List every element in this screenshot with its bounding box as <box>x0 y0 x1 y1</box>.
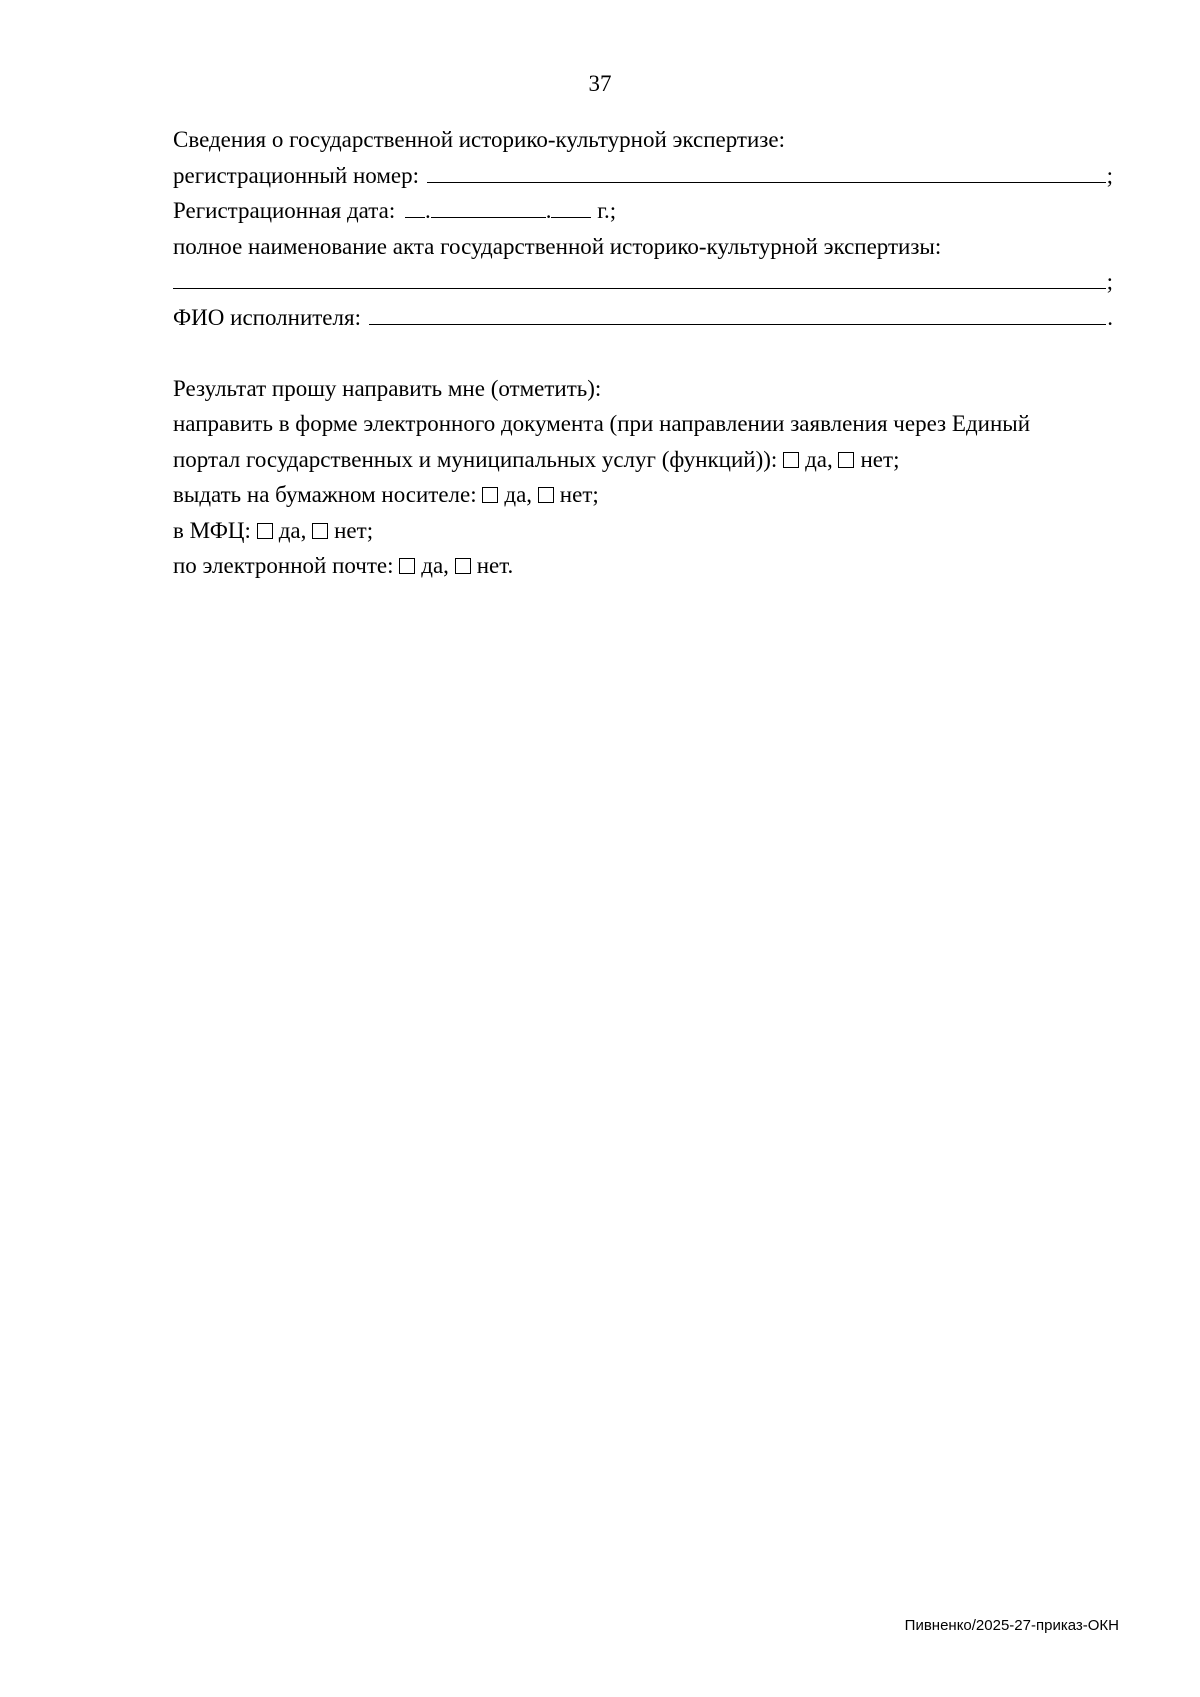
reg-number-field[interactable] <box>427 158 1106 183</box>
executor-field[interactable] <box>369 300 1106 325</box>
row-end: ; <box>592 482 599 507</box>
no-label: нет <box>860 446 894 472</box>
reg-number-end: ; <box>1106 162 1113 188</box>
expertise-heading: Сведения о государственной историко-культурной экспертизе: <box>173 127 785 152</box>
email-yes-checkbox[interactable] <box>399 558 415 574</box>
electronic-option-row <box>173 442 1113 478</box>
electronic-no-checkbox[interactable] <box>838 452 854 468</box>
executor-label: ФИО исполнителя: <box>173 304 361 330</box>
mfc-yes-checkbox[interactable] <box>257 523 273 539</box>
electronic-option-label: портал государственных и муниципальных услуг (функций)): <box>173 446 778 472</box>
act-name-end: ; <box>1106 269 1113 294</box>
mfc-option-row <box>173 513 1113 549</box>
result-heading: Результат прошу направить мне (отметить): <box>173 375 602 401</box>
reg-date-month-field[interactable] <box>431 195 546 218</box>
row-end: ; <box>366 517 374 543</box>
paper-option-label: выдать на бумажном носителе: <box>173 482 477 507</box>
reg-date-suffix: г.; <box>597 198 617 223</box>
reg-date-day-field[interactable] <box>405 195 425 218</box>
mfc-option-label: в МФЦ: <box>173 517 251 543</box>
act-name-row <box>173 264 1113 300</box>
row-end: ; <box>893 446 900 472</box>
paper-no-checkbox[interactable] <box>538 487 554 503</box>
paper-yes-checkbox[interactable] <box>482 487 498 503</box>
row-end: . <box>507 553 514 578</box>
yes-label: да, <box>504 482 533 507</box>
yes-label: да, <box>278 517 307 543</box>
no-label: нет <box>334 517 367 543</box>
email-option-label: по электронной почте: <box>173 553 394 578</box>
no-label: нет <box>559 482 593 507</box>
executor-row <box>173 300 1113 336</box>
reg-date-separator: . <box>424 198 431 223</box>
page-number: 37 <box>588 71 612 96</box>
reg-date-year-field[interactable] <box>551 195 591 218</box>
reg-date-row <box>173 193 1113 229</box>
email-option-row <box>173 548 1113 584</box>
act-name-label: полное наименование акта государственной историко-культурной экспертизы: <box>173 233 942 259</box>
executor-end: . <box>1107 304 1113 330</box>
reg-number-label: регистрационный номер: <box>173 162 419 188</box>
electronic-option-line1: направить в форме электронного документа (при направлении заявления через Единый <box>173 411 1031 436</box>
yes-label: да, <box>805 446 833 472</box>
spacer <box>173 335 1113 371</box>
act-name-field[interactable] <box>173 264 1106 289</box>
yes-label: да, <box>421 553 449 578</box>
no-label: нет <box>476 553 508 578</box>
footer-document-id: Пивненко/2025-27-приказ-ОКН <box>904 1617 1119 1634</box>
email-no-checkbox[interactable] <box>455 558 471 574</box>
electronic-yes-checkbox[interactable] <box>783 452 799 468</box>
paper-option-row <box>173 477 1113 513</box>
reg-date-separator: . <box>545 198 552 223</box>
mfc-no-checkbox[interactable] <box>312 523 328 539</box>
document-body <box>173 122 1113 584</box>
reg-number-row <box>173 158 1113 194</box>
reg-date-label: Регистрационная дата: <box>173 198 396 223</box>
